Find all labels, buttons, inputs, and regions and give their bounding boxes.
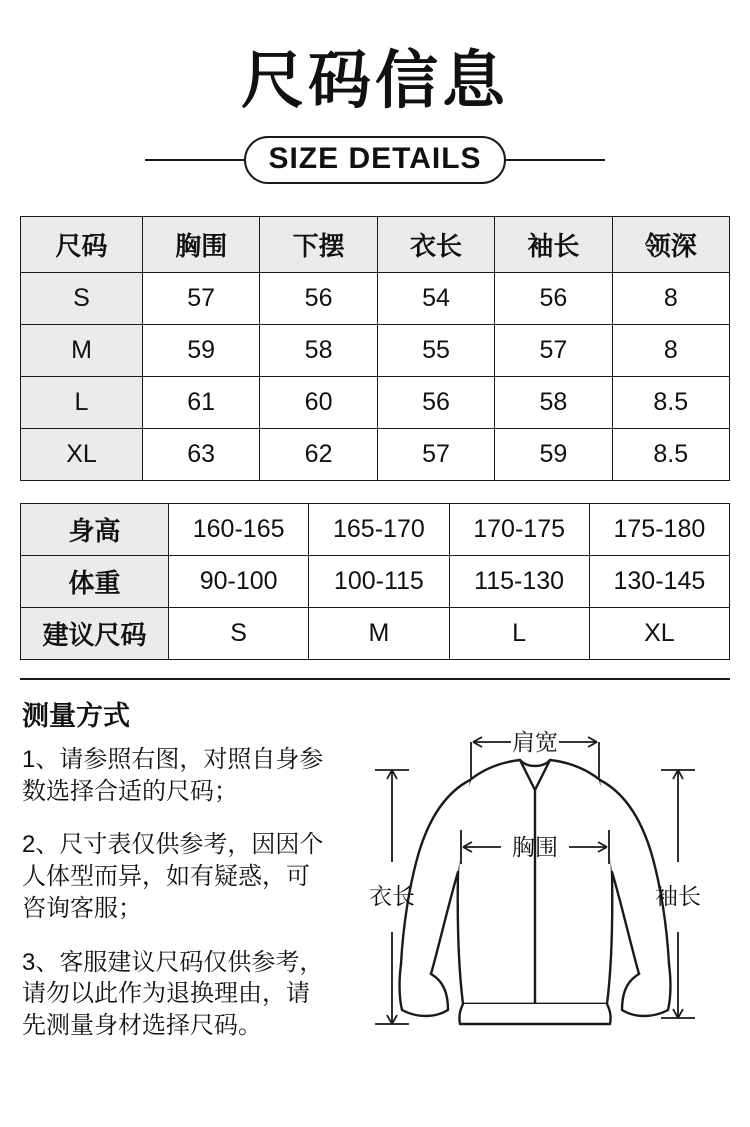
cell: L [449, 608, 589, 660]
cell: 58 [495, 377, 612, 429]
cell: 56 [377, 377, 494, 429]
table-spacer [20, 481, 730, 503]
cell: 170-175 [449, 504, 589, 556]
size-table [20, 216, 730, 481]
cell: 56 [495, 273, 612, 325]
cell: 90-100 [169, 556, 309, 608]
cell: 175-180 [589, 504, 729, 556]
cell: 57 [495, 325, 612, 377]
size-label: M [21, 325, 143, 377]
size-table-header-row [21, 217, 730, 273]
cell: M [309, 608, 449, 660]
cell: 62 [260, 429, 377, 481]
row-label-height: 身高 [21, 504, 169, 556]
table-row [21, 377, 730, 429]
measurement-section [0, 694, 750, 1114]
size-label: L [21, 377, 143, 429]
size-label: XL [21, 429, 143, 481]
cell: 165-170 [309, 504, 449, 556]
table-row [21, 608, 730, 660]
size-table-col-0: 尺码 [21, 217, 143, 273]
subtitle-rule-right [500, 159, 605, 161]
cell: 56 [260, 273, 377, 325]
measure-note: 2、尺寸表仅供参考，因因个人体型而异，如有疑惑，可咨询客服； [22, 831, 324, 922]
table-row [21, 504, 730, 556]
tables-area [20, 216, 730, 660]
cell: 60 [260, 377, 377, 429]
cell: 8 [612, 325, 729, 377]
cell: 130-145 [589, 556, 729, 608]
page-subtitle: SIZE DETAILS [244, 136, 505, 184]
page-title: 尺码信息 [241, 46, 509, 116]
table-row [21, 325, 730, 377]
cell: XL [589, 608, 729, 660]
size-table-col-3: 衣长 [377, 217, 494, 273]
cell: 55 [377, 325, 494, 377]
cell: 54 [377, 273, 494, 325]
row-label-recommended-size: 建议尺码 [21, 608, 169, 660]
cell: 100-115 [309, 556, 449, 608]
cell: 8.5 [612, 429, 729, 481]
measure-notes [22, 744, 332, 1063]
cell: S [169, 608, 309, 660]
cell: 115-130 [449, 556, 589, 608]
size-table-col-5: 领深 [612, 217, 729, 273]
measure-heading: 测量方式 [22, 701, 130, 732]
table-row [21, 556, 730, 608]
size-table-col-2: 下摆 [260, 217, 377, 273]
label-sleeve: 袖长 [655, 883, 701, 910]
garment-diagram [335, 712, 735, 1107]
cell: 61 [143, 377, 260, 429]
size-label: S [21, 273, 143, 325]
table-row [21, 273, 730, 325]
cell: 57 [143, 273, 260, 325]
cell: 8 [612, 273, 729, 325]
subtitle-rule-left [145, 159, 250, 161]
page-header [0, 0, 750, 184]
table-row [21, 429, 730, 481]
label-shoulder: 肩宽 [512, 729, 558, 756]
cell: 59 [143, 325, 260, 377]
cell: 63 [143, 429, 260, 481]
recommendation-table [20, 503, 730, 660]
size-table-col-4: 袖长 [495, 217, 612, 273]
cell: 59 [495, 429, 612, 481]
measure-note: 3、客服建议尺码仅供参考，请勿以此作为退换理由，请先测量身材选择尺码。 [22, 948, 324, 1039]
label-length: 衣长 [369, 883, 415, 910]
cell: 58 [260, 325, 377, 377]
section-divider [20, 678, 730, 680]
label-bust: 胸围 [512, 834, 558, 861]
cell: 8.5 [612, 377, 729, 429]
cell: 160-165 [169, 504, 309, 556]
measure-note: 1、请参照右图，对照自身参数选择合适的尺码； [22, 746, 324, 805]
size-table-col-1: 胸围 [143, 217, 260, 273]
subtitle-row [0, 136, 750, 184]
cell: 57 [377, 429, 494, 481]
row-label-weight: 体重 [21, 556, 169, 608]
